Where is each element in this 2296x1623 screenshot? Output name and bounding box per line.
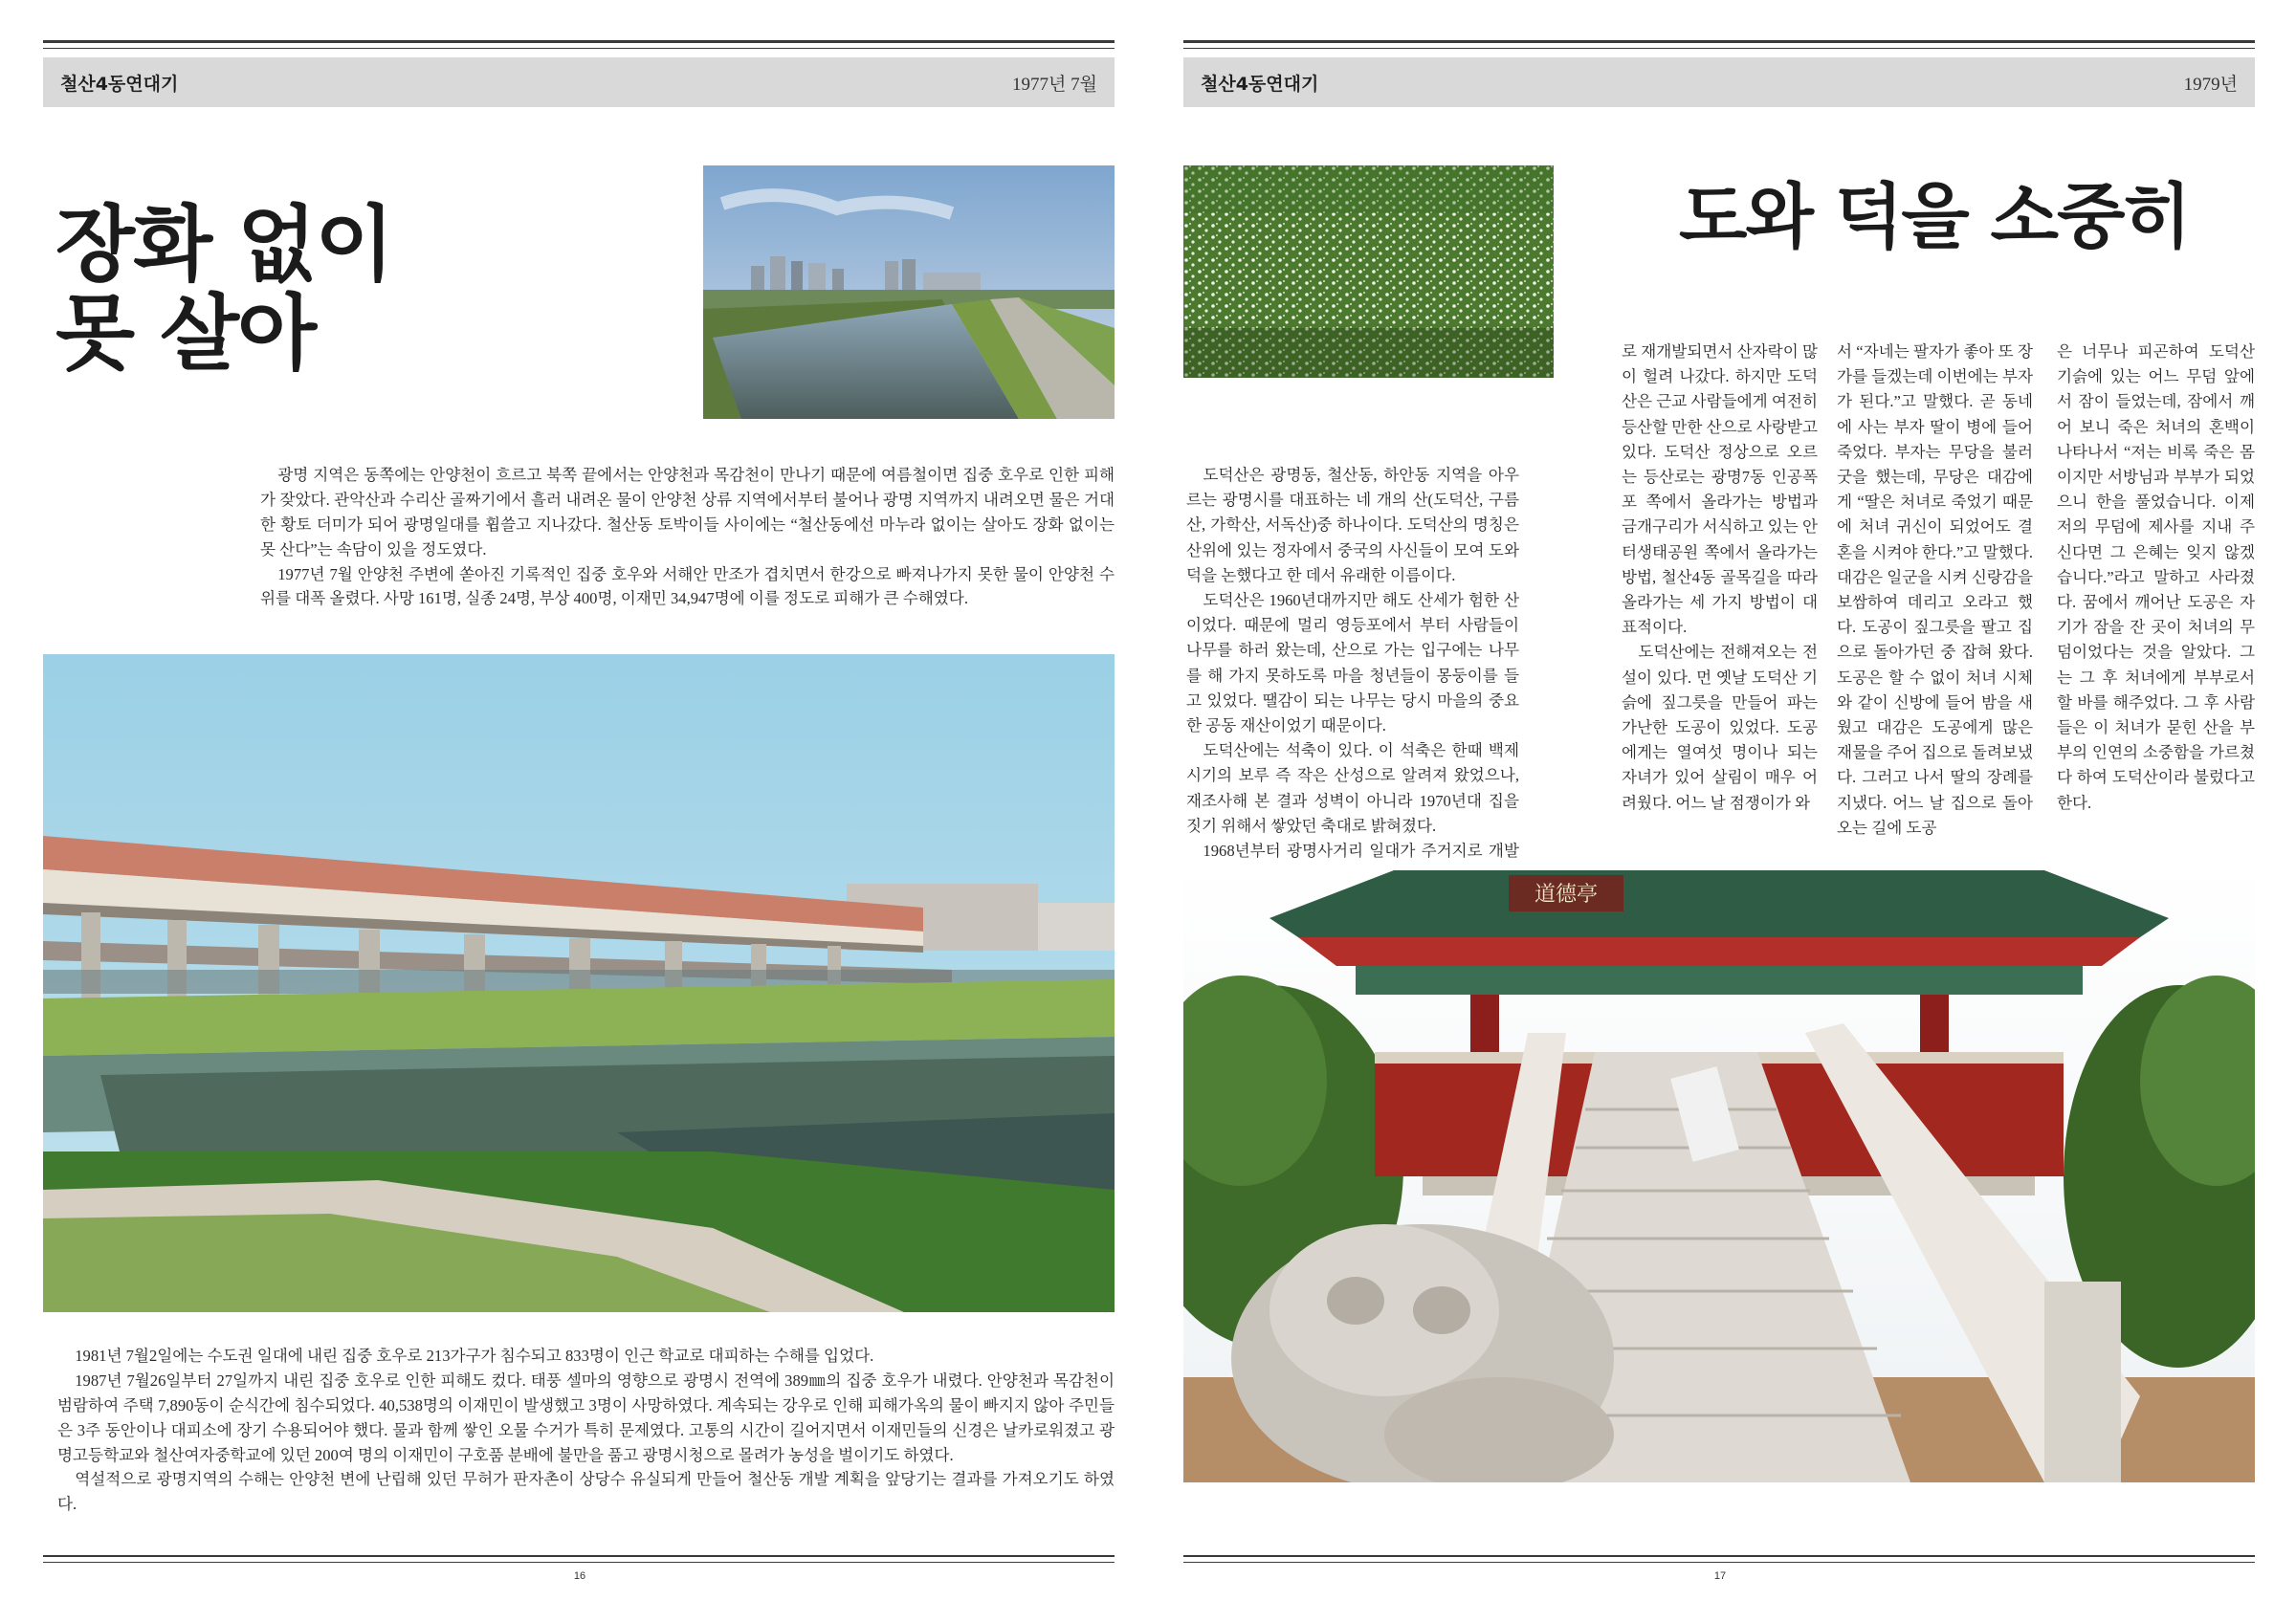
railway-bridge-photo xyxy=(43,654,1115,1312)
right-column-4 xyxy=(2057,340,2255,816)
wildflowers-photo xyxy=(1183,165,1554,378)
right-column-3 xyxy=(1837,340,2033,841)
left-intro-paragraph-2: 1977년 7월 안양천 주변에 쏟아진 기록적인 집중 호우와 서해안 만조가 겹치면서 한강으로 빠져나가지 못한 물이 안양천 수위를 대폭 올렸다. 사망 161명, 실종 24명, 부상 400명, 이재민 34,947명에 이를 정도로 피해가 큰 수해였다. xyxy=(260,564,1115,608)
right-column-2-paragraph-2: 도덕산에는 전해져오는 전설이 있다. 먼 옛날 도덕산 기슭에 짚그릇을 만들어 파는 가난한 도공이 있었다. 도공에게는 열여섯 명이나 되는 자녀가 있어 살림이 매우 어려웠다. 어느 날 점쟁이가 와 xyxy=(1622,643,1818,812)
left-headline-line1: 장화 없이 xyxy=(55,197,393,293)
pavilion-plaque-text: 道德亭 xyxy=(1534,883,1599,907)
right-column-1-paragraph-3: 도덕산에는 석축이 있다. 이 석축은 한때 백제 시기의 보루 즉 작은 산성으로 알려져 왔었으나, 재조사해 본 결과 성벽이 아니라 1970년대 집을 짓기 위해서 쌓았던 축대로 밝혀졌다. xyxy=(1186,741,1519,835)
right-column-1-paragraph-4: 1968년부터 광명사거리 일대가 주거지로 개발 xyxy=(1203,842,1519,861)
right-header-rule xyxy=(1183,40,2255,43)
dodeok-pavilion-photo xyxy=(1183,861,2255,1482)
left-header-date: 1977년 7월 xyxy=(1012,74,1097,95)
right-header-date: 1979년 xyxy=(2183,74,2238,95)
left-bottom-paragraph-1: 1981년 7월2일에는 수도권 일대에 내린 집중 호우로 213가구가 침수되고 833명이 인근 학교로 대피하는 수해를 입었다. xyxy=(75,1347,874,1365)
right-column-1 xyxy=(1186,463,1519,914)
left-headline xyxy=(55,197,393,382)
right-column-1-paragraph-1: 도덕산은 광명동, 철산동, 하안동 지역을 아우르는 광명시를 대표하는 네 개의 산(도덕산, 구름산, 가학산, 서독산)중 하나이다. 도덕산의 명칭은 산위에 있는 정자에서 중국의 사신들이 모여 도와 덕을 논했다고 한 데서 유래한 이름이다. xyxy=(1186,466,1519,584)
left-headline-line2: 못 살아 xyxy=(55,285,316,382)
left-page-number: 16 xyxy=(573,1570,586,1582)
right-footer-rule-thin xyxy=(1183,1562,2255,1563)
right-headline: 도와 덕을 소중히 xyxy=(1679,176,2190,258)
right-column-2 xyxy=(1622,340,1818,816)
right-header-rule-thin xyxy=(1183,48,2255,49)
left-bottom-paragraph-2: 1987년 7월26일부터 27일까지 내린 집중 호우로 인한 피해도 컸다. 태풍 셀마의 영향으로 광명시 전역에 389㎜의 집중 호우가 내렸다. 안양천과 목감천이 범람하여 주택 7,890동이 순식간에 침수되었다. 40,538명의 이재민이 발생했고 3명이 사망하였다. 계속되는 강우로 인해 피해가옥의 물이 빠지지 않아 주민들은 3주 동안이나 대피소에 장기 수용되어야 했다. 물과 함께 쌓인 오물 수거가 특히 문제였다. 고통의 시간이 길어지면서 이재민들의 신경은 날카로워졌고 광명고등학교와 철산여자중학교에 있던 200여 명의 이재민이 구호품 분배에 불만을 품고 광명시청으로 몰려가 농성을 벌이기도 하였다. xyxy=(57,1371,1115,1464)
right-page-number: 17 xyxy=(1713,1570,1727,1582)
right-header-bar xyxy=(1183,57,2255,107)
left-intro-paragraph-1: 광명 지역은 동쪽에는 안양천이 흐르고 북쪽 끝에서는 안양천과 목감천이 만나기 때문에 여름철이면 집중 호우로 인한 피해가 잦았다. 관악산과 수리산 골짜기에서 흘러 내려온 물이 안양천 상류 지역에서부터 불어나 광명 지역까지 내려오면 물은 거대한 황토 더미가 되어 광명일대를 휩쓸고 지나갔다. 철산동 토박이들 사이에는 “철산동에선 마누라 없이는 살아도 장화 없이는 못 산다”는 속담이 있을 정도였다. xyxy=(260,466,1115,559)
right-column-1-paragraph-2: 도덕산은 1960년대까지만 해도 산세가 험한 산이었다. 때문에 멀리 영등포에서 부터 사람들이 나무를 하러 왔는데, 산으로 가는 입구에는 나무를 해 가지 못하도록 마을 청년들이 몽둥이를 들고 있었다. 땔감이 되는 나무는 당시 마을의 중요한 공동 재산이었기 때문이다. xyxy=(1186,591,1519,735)
left-header-rule xyxy=(43,40,1115,43)
right-footer-rule xyxy=(1183,1555,2255,1557)
left-header-rule-thin xyxy=(43,48,1115,49)
left-header-title: 철산4동연대기 xyxy=(60,73,179,95)
right-column-3-paragraph-1: 서 “자네는 팔자가 좋아 또 장가를 들겠는데 이번에는 부자가 된다.”고 말했다. 곧 동네에 사는 부자 딸이 병에 들어 죽었다. 부자는 무당을 불러 굿을 했는데, 무당은 대감에게 “딸은 처녀로 죽었기 때문에 처녀 귀신이 되었어도 결혼을 시켜야 한다.”고 말했다. 대감은 일군을 시켜 신랑감을 보쌈하여 데리고 오라고 했다. 도공이 짚그릇을 팔고 집으로 돌아가던 중 잡혀 왔다. 도공은 할 수 없이 처녀 시체와 같이 신방에 들어 밤을 새웠고 대감은 도공에게 많은 재물을 주어 집으로 돌려보냈다. 그러고 나서 딸의 장례를 지냈다. 어느 날 집으로 돌아오는 길에 도공 xyxy=(1837,342,2033,837)
left-header-bar xyxy=(43,57,1115,107)
stream-skyline-photo xyxy=(703,165,1115,419)
left-bottom-paragraph-3: 역설적으로 광명지역의 수해는 안양천 변에 난립해 있던 무허가 판자촌이 상당수 유실되게 만들어 철산동 개발 계획을 앞당기는 결과를 가져오기도 하였다. xyxy=(57,1470,1115,1514)
right-column-2-paragraph-1: 로 재개발되면서 산자락이 많이 헐려 나갔다. 하지만 도덕산은 근교 사람들에게 여전히 등산할 만한 산으로 사랑받고 있다. 도덕산 정상으로 오르는 등산로는 광명7동 인공폭포 쪽에서 올라가는 방법과 금개구리가 서식하고 있는 안터생태공원 쪽에서 올라가는 방법, 철산4동 골목길을 따라 올라가는 세 가지 방법이 대표적이다. xyxy=(1622,342,1818,637)
left-footer-rule xyxy=(43,1555,1115,1557)
left-bottom-text xyxy=(57,1344,1115,1517)
left-footer-rule-thin xyxy=(43,1562,1115,1563)
right-column-4-paragraph-1: 은 너무나 피곤하여 도덕산 기슭에 있는 어느 무덤 앞에서 잠이 들었는데, 잠에서 깨어 보니 죽은 처녀의 혼백이 나타나서 “저는 비록 죽은 몸이지만 서방님과 부부가 되었으니 한을 풀었습니다. 이제 저의 무덤에 제사를 지내 주신다면 그 은혜는 잊지 않겠습니다.”라고 말하고 사라졌다. 꿈에서 깨어난 도공은 자기가 잠을 잔 곳이 처녀의 무덤이었다는 것을 알았다. 그는 그 후 처녀에게 부부로서 할 바를 해주었다. 그 후 사람들은 이 처녀가 묻힌 산을 부부의 인연의 소중함을 가르쳤다 하여 도덕산이라 불렀다고 한다. xyxy=(2057,342,2255,812)
right-header-title: 철산4동연대기 xyxy=(1201,73,1319,95)
left-intro-text xyxy=(260,463,1115,611)
